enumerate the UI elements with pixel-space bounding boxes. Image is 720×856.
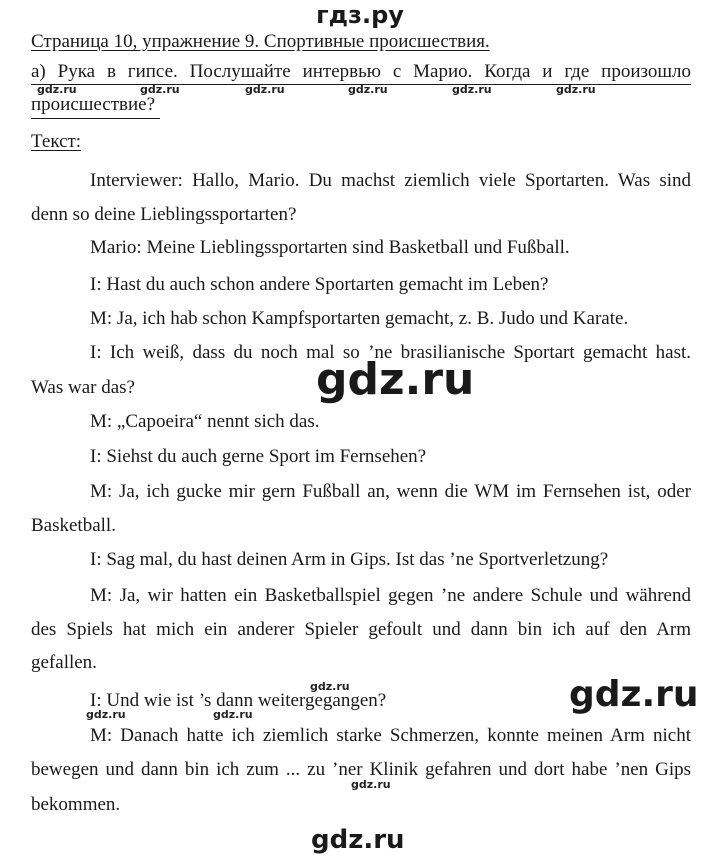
watermark-small: gdz.ru (452, 83, 492, 96)
dialogue-line: M: „Capoeira“ nennt sich das. (90, 411, 320, 432)
watermark-small: gdz.ru (310, 680, 350, 693)
text-label: Текст: (31, 131, 82, 152)
dialogue-line: M: Danach hatte ich ziemlich starke Schmerzen, konnte meinen Arm nicht (90, 725, 691, 746)
dialogue-line: Mario: Meine Lieblingssportarten sind Basketball und Fußball. (90, 237, 570, 258)
dialogue-line: Was war das? (31, 377, 135, 398)
dialogue-line: I: Ich weiß, dass du noch mal so ’ne brasilianische Sportart gemacht hast. (90, 342, 691, 363)
dialogue-line: I: Siehst du auch gerne Sport im Fernsehen? (90, 446, 427, 467)
dialogue-line: M: Ja, ich gucke mir gern Fußball an, wenn die WM im Fernsehen ist, oder (90, 481, 691, 502)
exercise-title: Страница 10, упражнение 9. Спортивные происшествия. (31, 31, 490, 52)
dialogue-line: I: Sag mal, du hast deinen Arm in Gips. Ist das ’ne Sportverletzung? (90, 549, 609, 570)
watermark-small: gdz.ru (37, 83, 77, 96)
watermark-small: gdz.ru (245, 83, 285, 96)
dialogue-line: I: Hast du auch schon andere Sportarten gemacht im Leben? (90, 274, 549, 295)
watermark-small: gdz.ru (556, 83, 596, 96)
dialogue-line: M: Ja, ich hab schon Kampfsportarten gemacht, z. B. Judo und Karate. (90, 308, 629, 329)
dialogue-line: des Spiels hat mich ein anderer Spieler gefoult und dann bin ich auf den Arm (31, 619, 691, 640)
site-header: гдз.ру (316, 1, 404, 29)
watermark-small: gdz.ru (213, 708, 253, 721)
dialogue-line: gefallen. (31, 652, 97, 673)
dialogue-line: bewegen und dann bin ich zum ... zu ’ner Klinik gefahren und dort habe ’nen Gips (31, 759, 691, 780)
dialogue-line: bekommen. (31, 794, 121, 815)
dialogue-line: I: Und wie ist ’s dann weitergegangen? (90, 690, 387, 711)
dialogue-line: Interviewer: Hallo, Mario. Du machst ziemlich viele Sportarten. Was sind (90, 170, 691, 191)
task-underline-2 (31, 118, 160, 119)
watermark-small: gdz.ru (351, 778, 391, 791)
watermark-large: gdz.ru (569, 674, 699, 715)
dialogue-line: M: Ja, wir hatten ein Basketballspiel gegen ’ne andere Schule und während (90, 585, 691, 606)
dialogue-line: denn so deine Lieblingssportarten? (31, 204, 297, 225)
watermark-large: gdz.ru (311, 825, 405, 855)
task-line-2: происшествие? (31, 94, 156, 115)
dialogue-line: Basketball. (31, 515, 116, 536)
watermark-large: gdz.ru (316, 354, 475, 405)
watermark-small: gdz.ru (86, 708, 126, 721)
watermark-small: gdz.ru (140, 83, 180, 96)
task-line-1: а) Рука в гипсе. Послушайте интервью с Марио. Когда и где произошло (31, 61, 691, 82)
watermark-small: gdz.ru (348, 83, 388, 96)
